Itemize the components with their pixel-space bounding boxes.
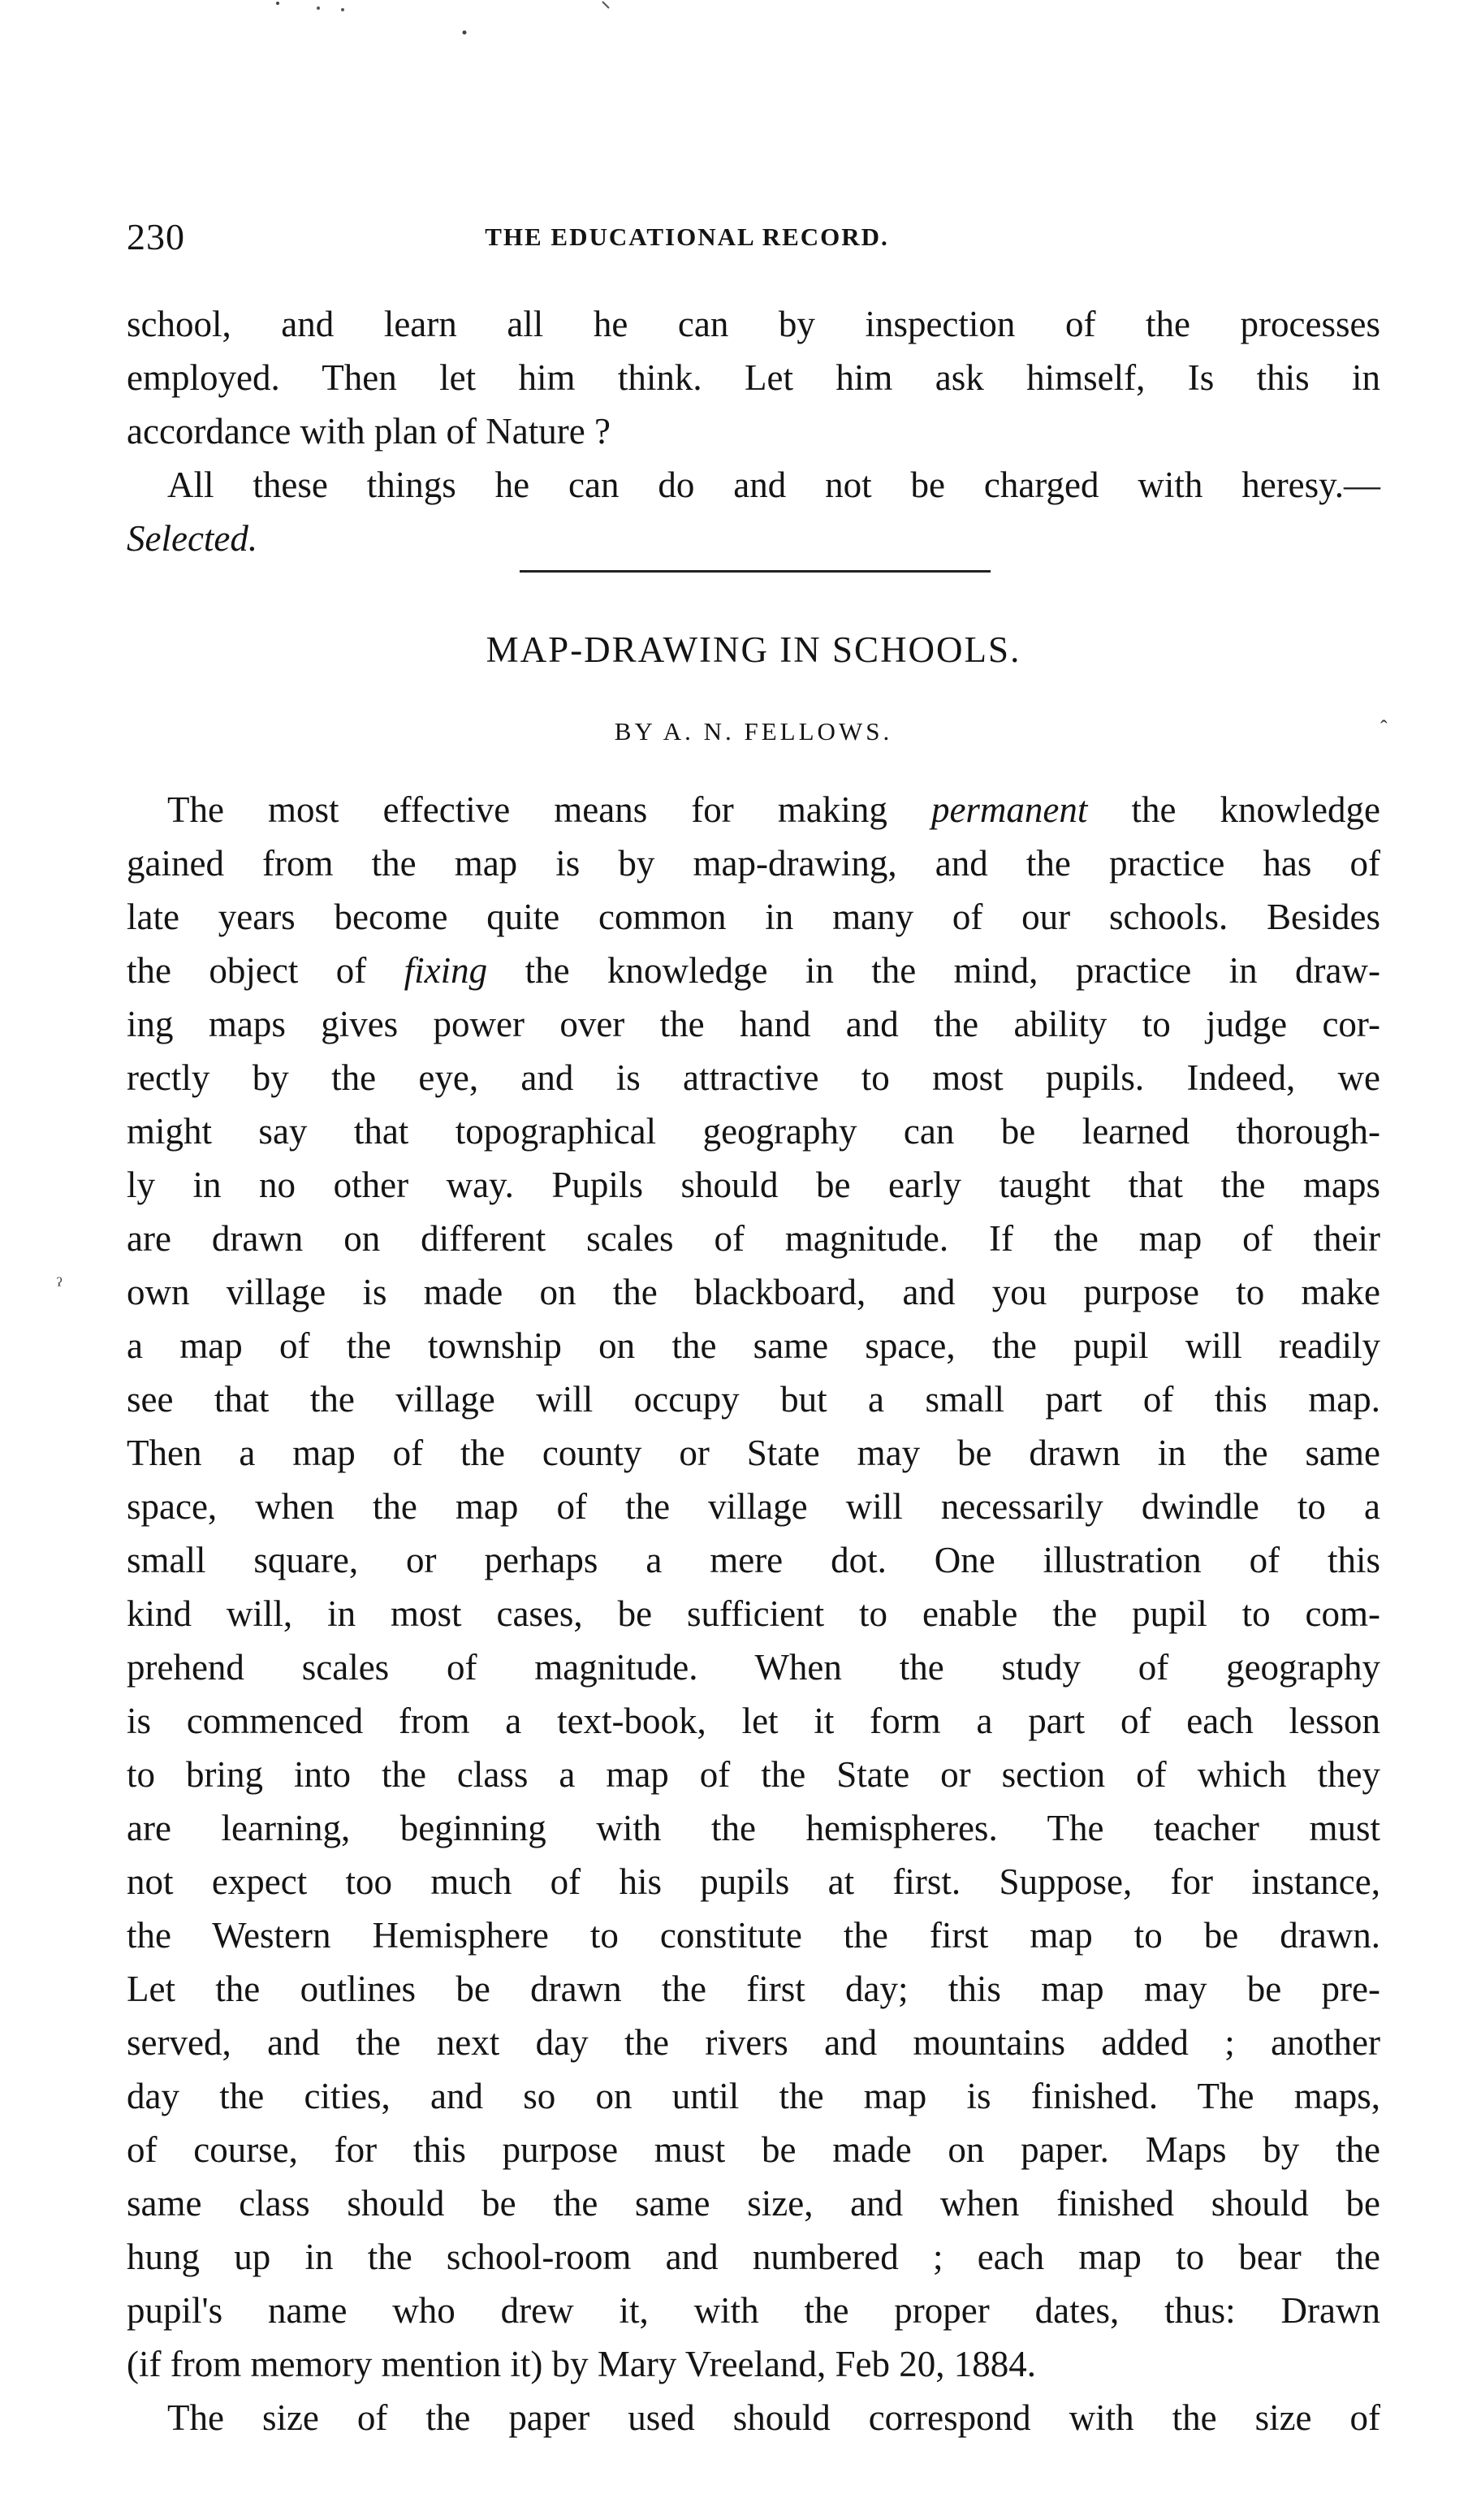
text-line: day the cities, and so on until the map is finished. The maps, (127, 2076, 1380, 2116)
text-line: pupil's name who drew it, with the proper dates, thus: Drawn (127, 2290, 1380, 2331)
print-mark: ˆ (1380, 716, 1388, 740)
emphasis-word: permanent (930, 789, 1088, 830)
previous-article-text (127, 297, 1380, 565)
text-line: are drawn on different scales of magnitude. If the map of their (127, 1218, 1380, 1259)
text-line: ly in no other way. Pupils should be early taught that the maps (127, 1165, 1380, 1205)
source-attribution: Selected. (127, 518, 258, 559)
text-line: might say that topographical geography can be learned thorough- (127, 1111, 1380, 1152)
text-line: own village is made on the blackboard, and you purpose to make (127, 1272, 1380, 1312)
text-line: employed. Then let him think. Let him ask himself, Is this in (127, 357, 1380, 398)
text-line: ing maps gives power over the hand and the ability to judge cor- (127, 1004, 1380, 1044)
text-line: gained from the map is by map-drawing, and the practice has of (127, 843, 1380, 884)
text-line: rectly by the eye, and is attractive to most pupils. Indeed, we (127, 1057, 1380, 1098)
text-line: to bring into the class a map of the State or section of which they (127, 1754, 1380, 1795)
text-line: Let the outlines be drawn the first day; this map may be pre- (127, 1969, 1380, 2009)
text-line (127, 512, 1380, 565)
running-head: THE EDUCATIONAL RECORD. (485, 223, 889, 251)
text-line: hung up in the school-room and numbered ; each map to bear the (127, 2237, 1380, 2277)
article-title: MAP-DRAWING IN SCHOOLS. (486, 629, 1021, 670)
text-line: the Western Hemisphere to constitute the first map to be drawn. (127, 1915, 1380, 1956)
text-line: space, when the map of the village will necessarily dwindle to a (127, 1486, 1380, 1527)
article-byline: BY A. N. FELLOWS. (614, 717, 893, 746)
text-line: not expect too much of his pupils at first. Suppose, for instance, (127, 1861, 1380, 1902)
text-line: late years become quite common in many of our schools. Besides (127, 897, 1380, 937)
text-line: small square, or perhaps a mere dot. One illustration of this (127, 1540, 1380, 1580)
print-mark: ˀ (57, 1273, 63, 1297)
text-line: accordance with plan of Nature ? (127, 411, 611, 452)
article-body (127, 783, 1380, 2444)
text-line: Then a map of the county or State may be drawn in the same (127, 1433, 1380, 1473)
text-line: (if from memory mention it) by Mary Vreeland, Feb 20, 1884. (127, 2344, 1036, 2384)
page-header (127, 213, 1385, 262)
emphasis-word: fixing (404, 950, 488, 991)
section-divider (520, 570, 991, 573)
text-line: see that the village will occupy but a small part of this map. (127, 1379, 1380, 1420)
text-line: school, and learn all he can by inspection of the processes (127, 304, 1380, 344)
text-line: a map of the township on the same space, the pupil will readily (127, 1325, 1380, 1366)
page-number: 230 (127, 216, 185, 257)
print-specks (268, 0, 641, 49)
text-line: the object of fixing the knowledge in the mind, practice in draw- (127, 950, 1380, 991)
text-line: kind will, in most cases, be sufficient to enable the pupil to com- (127, 1593, 1380, 1634)
text-line: The most effective means for making permanent the knowledge (167, 789, 1380, 830)
text-line: same class should be the same size, and when finished should be (127, 2183, 1380, 2224)
text-line: The size of the paper used should correspond with the size of (167, 2397, 1380, 2438)
text-line: prehend scales of magnitude. When the study of geography (127, 1647, 1380, 1688)
text-line: is commenced from a text-book, let it form a part of each lesson (127, 1701, 1380, 1741)
text-line: served, and the next day the rivers and mountains added ; another (127, 2022, 1380, 2063)
text-line: of course, for this purpose must be made on paper. Maps by the (127, 2129, 1380, 2170)
text-line: All these things he can do and not be charged with heresy.— (167, 465, 1380, 505)
text-line: are learning, beginning with the hemispheres. The teacher must (127, 1808, 1380, 1848)
